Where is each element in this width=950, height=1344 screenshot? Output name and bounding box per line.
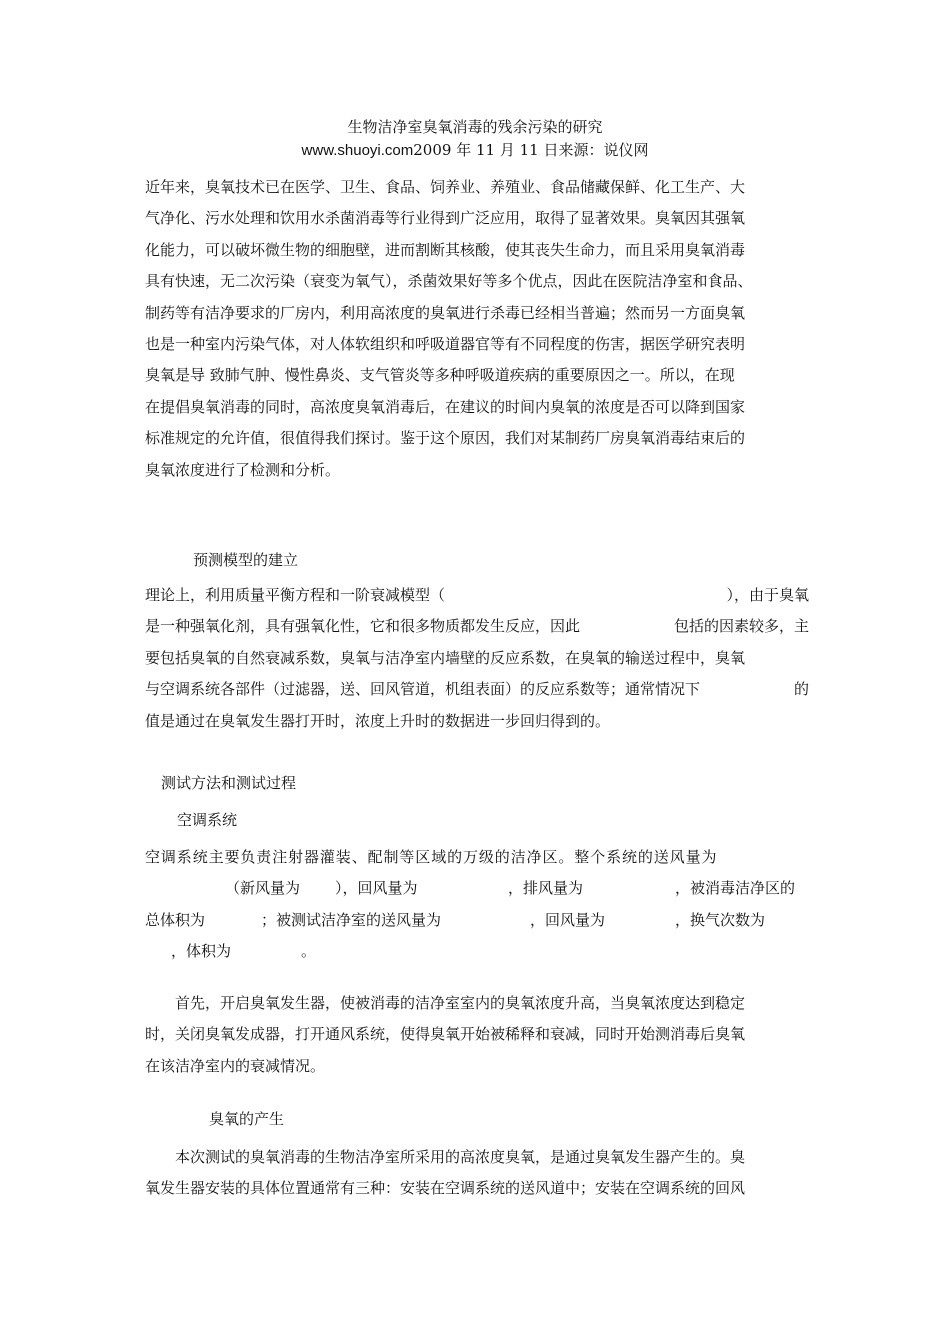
intro-line: 在提倡臭氧消毒的同时，高浓度臭氧消毒后，在建议的时间内臭氧的浓度是否可以降到国家 bbox=[145, 397, 746, 416]
model-line: 要包括臭氧的自然衰减系数，臭氧与洁净室内墙壁的反应系数，在臭氧的输送过程中，臭氧 bbox=[145, 648, 746, 667]
ac-line bbox=[145, 873, 809, 904]
model-text: 包括的因素较多，主 bbox=[673, 617, 809, 636]
source-url: www.shuoyi.com bbox=[301, 142, 414, 159]
ac-line bbox=[145, 905, 809, 936]
intro-line: 化能力，可以破坏微生物的细胞壁，进而割断其核酸，使其丧失生命力，而且采用臭氧消毒 bbox=[145, 240, 746, 259]
ac-text: （新风量为 bbox=[225, 879, 301, 898]
ac-line: 空调系统主要负责注射器灌装、配制等区域的万级的洁净区。整个系统的送风量为 bbox=[145, 848, 718, 866]
intro-line: 臭氧是导 致肺气肿、慢性鼻炎、支气管炎等多种呼吸道疾病的重要原因之一。所以，在现 bbox=[145, 366, 735, 385]
ac-text: ；被测试洁净室的送风量为 bbox=[261, 910, 442, 929]
ac-text: ，排风量为 bbox=[508, 879, 584, 898]
model-paragraph bbox=[145, 580, 809, 737]
ac-text: ，体积为 bbox=[171, 942, 232, 961]
ac-paragraph bbox=[145, 842, 809, 968]
ac-text: ，换气次数为 bbox=[675, 910, 766, 929]
source-line bbox=[0, 140, 950, 161]
intro-line: 近年来，臭氧技术已在医学、卫生、食品、饲养业、养殖业、食品储藏保鲜、化工生产、大 bbox=[145, 178, 746, 196]
section-heading-test: 测试方法和测试过程 bbox=[161, 774, 297, 792]
intro-line: 臭氧浓度进行了检测和分析。 bbox=[145, 460, 341, 479]
ac-line bbox=[145, 936, 809, 967]
intro-line: 气净化、污水处理和饮用水杀菌消毒等行业得到广泛应用，取得了显著效果。臭氧因其强氧 bbox=[145, 209, 746, 228]
model-line bbox=[145, 611, 809, 642]
ac-text: 总体积为 bbox=[145, 910, 206, 929]
procedure-paragraph bbox=[145, 988, 809, 1082]
ac-text: ，回风量为 bbox=[530, 910, 606, 929]
source-date-and-origin: 2009 年 11 月 11 日来源：说仪网 bbox=[413, 141, 649, 159]
model-text: ），由于臭氧 bbox=[726, 586, 809, 604]
model-line bbox=[145, 580, 809, 611]
intro-paragraph bbox=[145, 172, 809, 486]
model-line: 值是通过在臭氧发生器打开时，浓度上升时的数据进一步回归得到的。 bbox=[145, 711, 611, 730]
model-text: 是一种强氧化剂，具有强氧化性，它和很多物质都发生反应，因此 bbox=[145, 617, 581, 636]
procedure-line: 在该洁净室内的衰减情况。 bbox=[145, 1056, 326, 1075]
model-line bbox=[145, 674, 809, 705]
intro-line: 也是一种室内污染气体，对人体软组织和呼吸道器官等有不同程度的伤害，据医学研究表明 bbox=[145, 334, 746, 353]
ozone-paragraph bbox=[145, 1142, 809, 1205]
section-heading-ozone: 臭氧的产生 bbox=[209, 1110, 285, 1128]
procedure-line: 首先，开启臭氧发生器，使被消毒的洁净室室内的臭氧浓度升高，当臭氧浓度达到稳定 bbox=[175, 994, 746, 1012]
model-text: 理论上，利用质量平衡方程和一阶衰减模型（ bbox=[145, 586, 446, 604]
intro-line: 标准规定的允许值，很值得我们探讨。鉴于这个原因，我们对某制药厂房臭氧消毒结束后的 bbox=[145, 429, 746, 448]
ozone-line: 氧发生器安装的具体位置通常有三种：安装在空调系统的送风道中；安装在空调系统的回风 bbox=[145, 1179, 746, 1198]
ac-text: 。 bbox=[301, 942, 317, 961]
section-heading-model: 预测模型的建立 bbox=[193, 551, 299, 569]
intro-line: 制药等有洁净要求的厂房内，利用高浓度的臭氧进行杀毒已经相当普遍；然而另一方面臭氧 bbox=[145, 303, 746, 322]
ozone-line: 本次测试的臭氧消毒的生物洁净室所采用的高浓度臭氧，是通过臭氧发生器产生的。臭 bbox=[175, 1148, 746, 1166]
intro-line: 具有快速，无二次污染（衰变为氧气），杀菌效果好等多个优点，因此在医院洁净室和食品、 bbox=[145, 272, 753, 291]
model-text: 的 bbox=[793, 680, 809, 699]
model-text: 与空调系统各部件（过滤器，送、回风管道，机组表面）的反应系数等；通常情况下 bbox=[145, 680, 701, 699]
ac-text: ），回风量为 bbox=[335, 879, 418, 898]
document-title: 生物洁净室臭氧消毒的残余污染的研究 bbox=[347, 118, 603, 136]
procedure-line: 时，关闭臭氧发成器，打开通风系统，使得臭氧开始被稀释和衰减，同时开始测消毒后臭氧 bbox=[145, 1025, 746, 1044]
section-heading-ac: 空调系统 bbox=[177, 811, 238, 829]
ac-text: ，被消毒洁净区的 bbox=[675, 879, 796, 898]
